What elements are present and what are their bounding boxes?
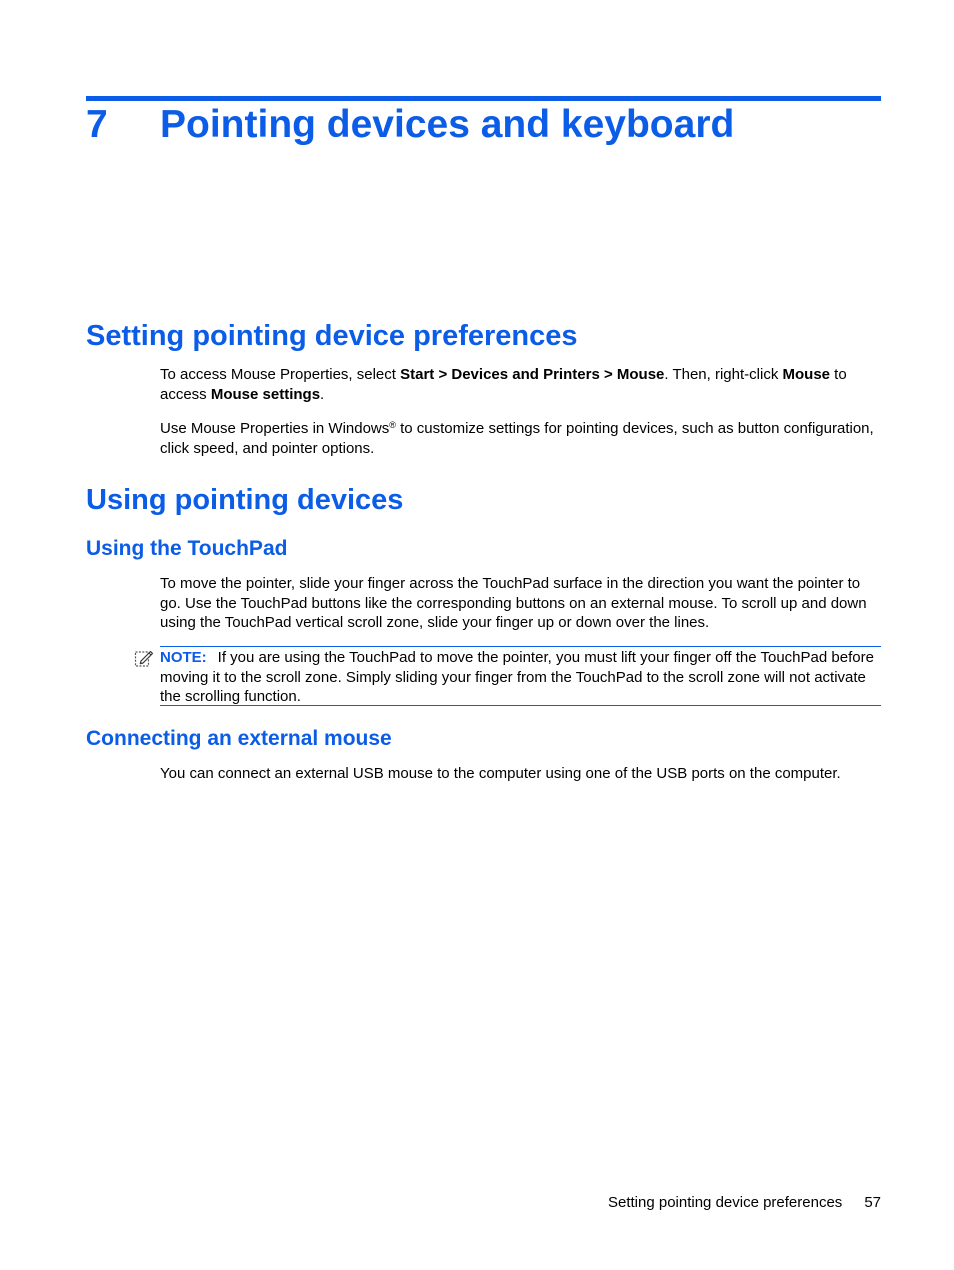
text-run: . Then, right-click	[664, 366, 783, 383]
subsection-title-touchpad: Using the TouchPad	[86, 537, 288, 560]
preferences-paragraph-2	[160, 419, 882, 458]
mouse-term: Mouse	[782, 366, 831, 383]
text-run: .	[320, 385, 325, 403]
text-run: Use Mouse Properties in Windows	[160, 420, 390, 437]
note-box	[160, 646, 881, 706]
chapter-number: 7	[86, 103, 108, 146]
section-title-preferences: Setting pointing device preferences	[86, 320, 578, 352]
text-run: to customize settings for pointing devices, such as button configuration, click speed, and pointer options.	[160, 420, 874, 457]
registered-mark: ®	[389, 420, 396, 430]
chapter-title: Pointing devices and keyboard	[160, 103, 735, 146]
touchpad-paragraph: To move the pointer, slide your finger across the TouchPad surface in the direction you want the pointer to go. Use the TouchPad buttons like the corresponding buttons on an external mouse. To scroll up and down using the TouchPad vertical scroll zone, slide your finger up or down over the lines.	[160, 575, 867, 631]
menu-path: Start > Devices and Printers > Mouse	[400, 366, 665, 383]
note-text	[160, 648, 881, 707]
note-body: If you are using the TouchPad to move the pointer, you must lift your finger off the TouchPad before moving it to the scroll zone. Simply sliding your finger from the TouchPad to the scroll zone will not activate the scrolling function.	[160, 649, 874, 705]
mouse-settings-term: Mouse settings	[210, 385, 321, 403]
text-run: to access	[160, 366, 847, 403]
note-pencil-icon	[134, 648, 154, 668]
section-title-using: Using pointing devices	[86, 484, 404, 516]
page-footer	[608, 1193, 881, 1212]
preferences-paragraph-1	[160, 365, 882, 404]
subsection-title-external-mouse: Connecting an external mouse	[86, 727, 392, 750]
text-run: To access Mouse Properties, select	[160, 366, 401, 383]
footer-section-title: Setting pointing device preferences	[607, 1194, 843, 1211]
page-number: 57	[864, 1194, 881, 1211]
chapter-heading	[86, 101, 881, 149]
external-mouse-paragraph: You can connect an external USB mouse to the computer using one of the USB ports on the computer.	[160, 765, 841, 782]
note-label: NOTE:	[160, 649, 207, 666]
